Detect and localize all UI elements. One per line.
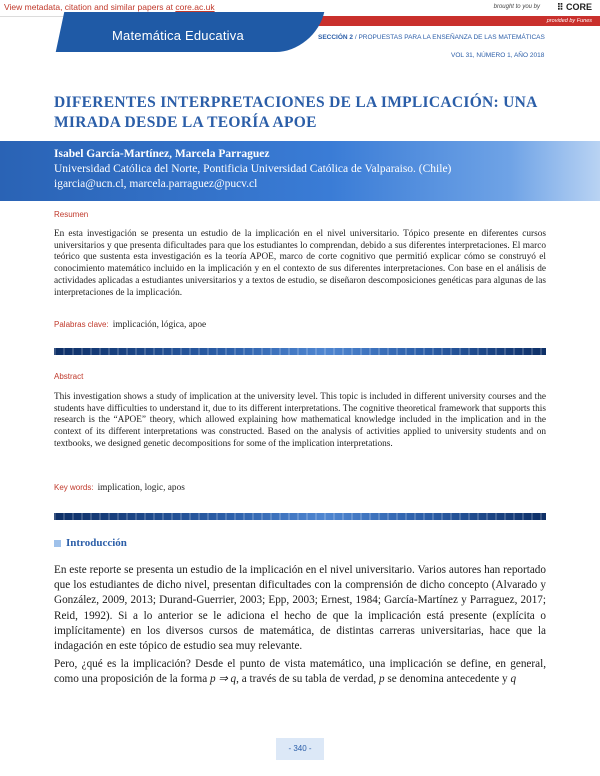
abstract-keywords-value: implication, logic, apos — [97, 483, 185, 493]
resumen-heading: Resumen — [54, 210, 89, 219]
variable-q: q — [510, 673, 517, 686]
brought-by-text: brought to you by — [493, 4, 540, 10]
resumen-text: En esta investigación se presenta un estudio de la implicación en el nivel universitario. Tópico presente en diferentes cursos universitarios y que presenta dificultades para que los estudiantes lo comprendan, debido a sus diferentes interpretaciones. El marco teórico que sustenta esta investigación es la teoría APOE, marco de corte cognitivo que permitió explicar cómo se construyó el conocimiento matemático incluido en la implicación y en el contexto de sus diferentes interpretaciones. Con base en el análisis de actividades aplicadas a estudiantes universitarios y a textos de estudio, se diseñaron descomposiciones genéticas para algunas de las interpretaciones de la implicación. — [54, 229, 546, 298]
abstract-keywords-label: Key words: — [54, 483, 94, 492]
core-metadata-text: View metadata, citation and similar papers at — [4, 2, 173, 12]
heading-bullet-icon — [54, 540, 61, 547]
page-number: - 340 - — [276, 738, 324, 760]
core-metadata-link[interactable] — [4, 2, 215, 12]
resumen-keywords — [54, 320, 206, 330]
provided-by-text: provided by Funes — [546, 18, 592, 24]
section-line — [318, 34, 545, 41]
author-emails: igarcia@ucn.cl, marcela.parraguez@pucv.cl — [54, 178, 258, 190]
intro-paragraph-2 — [54, 657, 546, 687]
author-names: Isabel García-Martínez, Marcela Parraguez — [54, 148, 270, 160]
abstract-heading: Abstract — [54, 372, 84, 381]
abstract-keywords — [54, 483, 185, 493]
section-divider — [54, 513, 546, 520]
intro-paragraph-2-part-c: se denomina antecedente y — [384, 673, 511, 686]
core-logo-text: CORE — [565, 2, 592, 12]
section-text: / PROPUESTAS PARA LA ENSEÑANZA DE LAS MATEMÁTICAS — [354, 34, 545, 41]
section-label: SECCIÓN 2 — [318, 34, 354, 41]
variable-p: p — [379, 673, 385, 686]
abstract-text: This investigation shows a study of implication at the university level. This topic is included in different university courses and the students have difficulties to understand it, due to its different interpretations. The cognitive theoretical framework that supports this research is the “APOE” theory, which allowed explaining how mathematical knowledge included in the implication and in the context of its different interpretations was constructed. Based on the analysis of activities applied to university students and on textbooks, we designed genetic decompositions for some of the implication interpretations. — [54, 392, 546, 449]
core-logo[interactable] — [557, 2, 592, 13]
core-link-url[interactable]: core.ac.uk — [175, 2, 215, 12]
intro-heading — [54, 537, 127, 549]
intro-paragraph-1: En este reporte se presenta un estudio de la implicación en el nivel universitario. Varios autores han reportado que los estudiantes de dicho nivel, presentan dificultades con la comprensión de dicho concepto (Alvarado y González, 2009, 2013; Durand-Guerrier, 2003; Epp, 2003; Ernest, 1984; García-Martínez y Parraguez, 2017; Reid, 1992). Si a lo anterior se le adiciona el hecho de que la implicación está presente (explícita o implícitamente) en los diversos cursos de matemática, de distintas carreras universitarias, hace que la indagación en este tópico de estudio sea muy relevante. — [54, 564, 546, 653]
intro-heading-text: Introducción — [66, 537, 127, 549]
volume-line: VOL 31, NÚMERO 1, AÑO 2018 — [451, 52, 545, 59]
journal-title: Matemática Educativa — [112, 28, 244, 43]
author-affiliation: Universidad Católica del Norte, Pontificia Universidad Católica de Valparaiso. (Chile) — [54, 163, 452, 175]
intro-paragraph-2-part-b: , a través de su tabla de verdad, — [236, 673, 380, 686]
article-title: DIFERENTES INTERPRETACIONES DE LA IMPLICACIÓN: UNA MIRADA DESDE LA TEORÍA APOE — [54, 94, 537, 131]
resumen-keywords-value: implicación, lógica, apoe — [112, 320, 207, 330]
intro-paragraph-2-part-a: Pero, ¿qué es la implicación? Desde el punto de vista matemático, una implicación se define, en general, como una proposición de la forma — [54, 658, 546, 686]
resumen-keywords-label: Palabras clave: — [54, 320, 109, 329]
section-divider — [54, 348, 546, 355]
core-logo-icon: ⠿ — [556, 2, 566, 12]
authors-block — [54, 147, 584, 192]
implication-formula: p ⇒ q — [209, 673, 237, 686]
